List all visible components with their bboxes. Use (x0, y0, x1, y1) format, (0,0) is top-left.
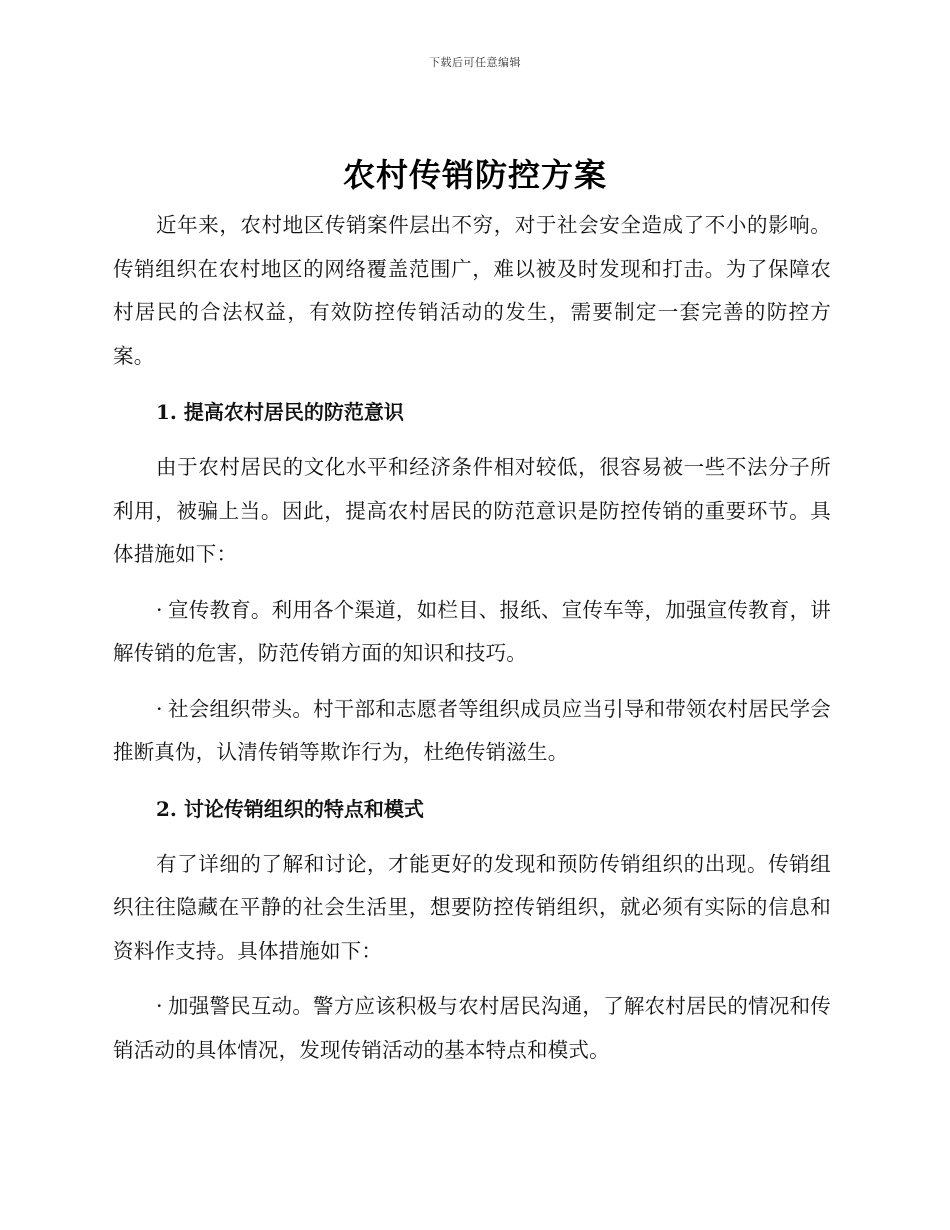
bullet-text: 社会组织带头。村干部和志愿者等组织成员应当引导和带领农村居民学会推断真伪，认清传销等欺诈行为，杜绝传销滋生。 (113, 696, 831, 764)
header-note: 下载后可任意编辑 (429, 56, 521, 69)
document-body (113, 204, 831, 1084)
section-2-paragraph: 有了详细的了解和讨论，才能更好的发现和预防传销组织的出现。传销组织往往隐藏在平静的社会生活里，想要防控传销组织，就必须有实际的信息和资料作支持。具体措施如下： (113, 851, 831, 963)
bullet-dot-icon: · (156, 597, 163, 622)
section-2-bullet-1 (113, 985, 831, 1072)
section-1-heading: 1. 提高农村居民的防范意识 (156, 400, 404, 424)
bullet-text: 宣传教育。利用各个渠道，如栏目、报纸、宣传车等，加强宣传教育，讲解传销的危害，防范传销方面的知识和技巧。 (113, 597, 831, 665)
document-title: 农村传销防控方案 (342, 156, 607, 194)
intro-paragraph: 近年来，农村地区传销案件层出不穷，对于社会安全造成了不小的影响。传销组织在农村地区的网络覆盖范围广，难以被及时发现和打击。为了保障农村居民的合法权益，有效防控传销活动的发生，需要制定一套完善的防控方案。 (113, 213, 831, 368)
bullet-text: 加强警民互动。警方应该积极与农村居民沟通，了解农村居民的情况和传销活动的具体情况，发现传销活动的基本特点和模式。 (113, 994, 831, 1062)
bullet-dot-icon: · (156, 994, 163, 1018)
section-1-bullet-1 (113, 589, 831, 676)
section-1-bullet-2 (113, 688, 831, 775)
bullet-dot-icon: · (156, 696, 163, 721)
section-1-paragraph: 由于农村居民的文化水平和经济条件相对较低，很容易被一些不法分子所利用，被骗上当。因此，提高农村居民的防范意识是防控传销的重要环节。具体措施如下： (113, 455, 831, 566)
section-2-heading: 2. 讨论传销组织的特点和模式 (156, 796, 424, 821)
